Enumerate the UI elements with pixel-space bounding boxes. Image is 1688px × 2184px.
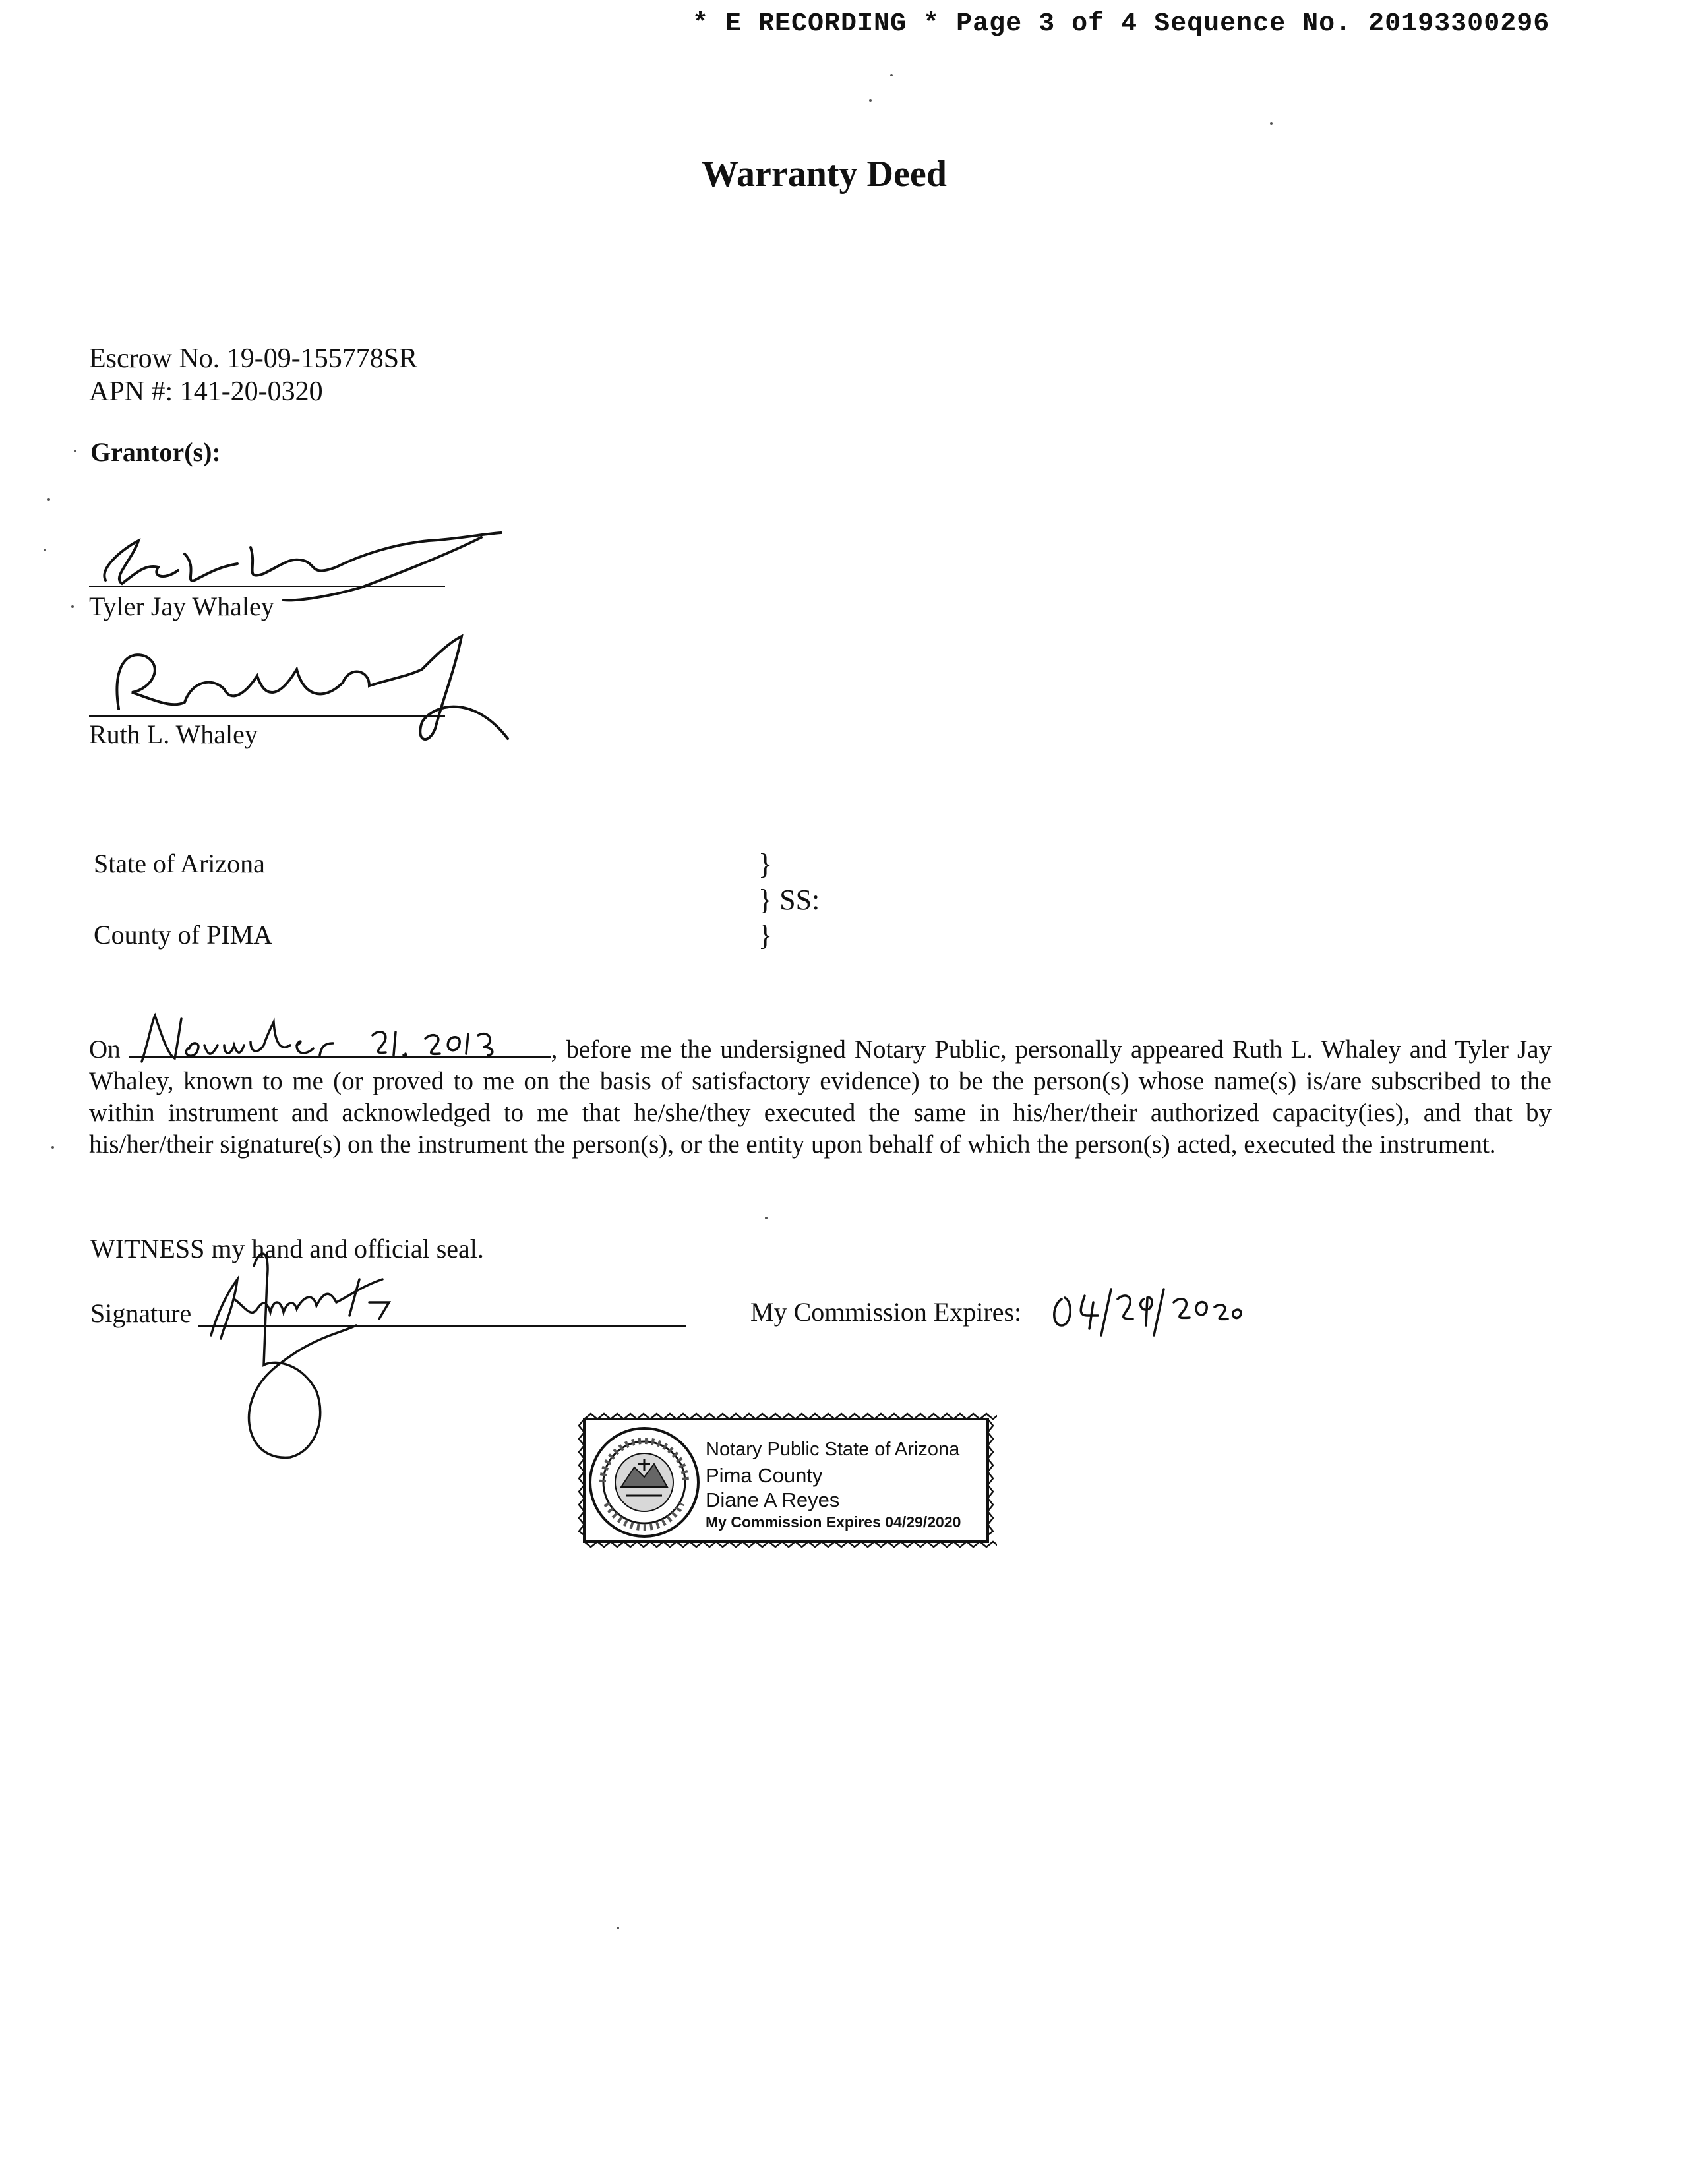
scan-speck bbox=[44, 549, 46, 551]
venue-brace-bottom: } bbox=[758, 919, 773, 952]
acknowledgment-paragraph bbox=[89, 1030, 1552, 1161]
scan-speck bbox=[890, 74, 893, 76]
scan-speck bbox=[617, 1927, 619, 1929]
grantors-heading: Grantor(s): bbox=[90, 437, 221, 467]
witness-statement: WITNESS my hand and official seal. bbox=[90, 1234, 484, 1263]
scan-speck bbox=[74, 450, 76, 452]
scan-speck bbox=[869, 99, 872, 102]
commission-date-handwriting-icon bbox=[1048, 1279, 1246, 1339]
stamp-line-county: Pima County bbox=[706, 1464, 823, 1487]
scan-speck bbox=[765, 1217, 768, 1219]
acknowledgment-body: , before me the undersigned Notary Public, personally appeared Ruth L. Whaley and Tyler Jay Whaley, known to me (or proved to me on the basis of satisfactory evidence) to be the person(s) whose name(s) is/are subscribed to the within instrument and acknowledged to me that he/she/they executed the same in his/her/their authorized capacity(ies), and that by his/her/their signature(s) on the instrument the person(s), or the entity upon behalf of which the person(s) acted, executed the instrument. bbox=[89, 1035, 1552, 1159]
venue-brace-ss: } SS: bbox=[758, 884, 820, 916]
venue-state: State of Arizona bbox=[94, 849, 265, 878]
arizona-state-seal-icon bbox=[590, 1428, 698, 1536]
apn-number: APN #: 141-20-0320 bbox=[89, 377, 323, 407]
acknowledgment-date-line bbox=[129, 1030, 551, 1058]
recording-header: * E RECORDING * Page 3 of 4 Sequence No. 20193300296 bbox=[692, 9, 1550, 39]
venue-county: County of PIMA bbox=[94, 920, 273, 950]
grantor-1-signature-line bbox=[89, 586, 445, 587]
stamp-line-notary: Notary Public State of Arizona bbox=[706, 1439, 960, 1460]
notary-stamp bbox=[575, 1411, 997, 1550]
scan-speck bbox=[51, 1146, 54, 1149]
grantor-2-signature-line bbox=[89, 715, 445, 717]
grantor-1-name: Tyler Jay Whaley bbox=[89, 592, 274, 621]
document-title: Warranty Deed bbox=[702, 154, 947, 195]
signature-label: Signature bbox=[90, 1298, 192, 1328]
commission-expires-label: My Commission Expires: bbox=[750, 1297, 1022, 1327]
scan-speck bbox=[1270, 122, 1273, 125]
venue-brace-top: } bbox=[758, 848, 773, 880]
acknowledgment-on-word: On bbox=[89, 1035, 121, 1064]
scan-speck bbox=[71, 605, 74, 608]
escrow-number: Escrow No. 19-09-155778SR bbox=[89, 344, 418, 374]
stamp-line-commission: My Commission Expires 04/29/2020 bbox=[706, 1513, 961, 1531]
notary-signature-icon bbox=[198, 1240, 435, 1464]
scan-speck bbox=[47, 498, 50, 501]
stamp-line-notary-name: Diane A Reyes bbox=[706, 1488, 840, 1511]
grantor-2-name: Ruth L. Whaley bbox=[89, 719, 258, 749]
